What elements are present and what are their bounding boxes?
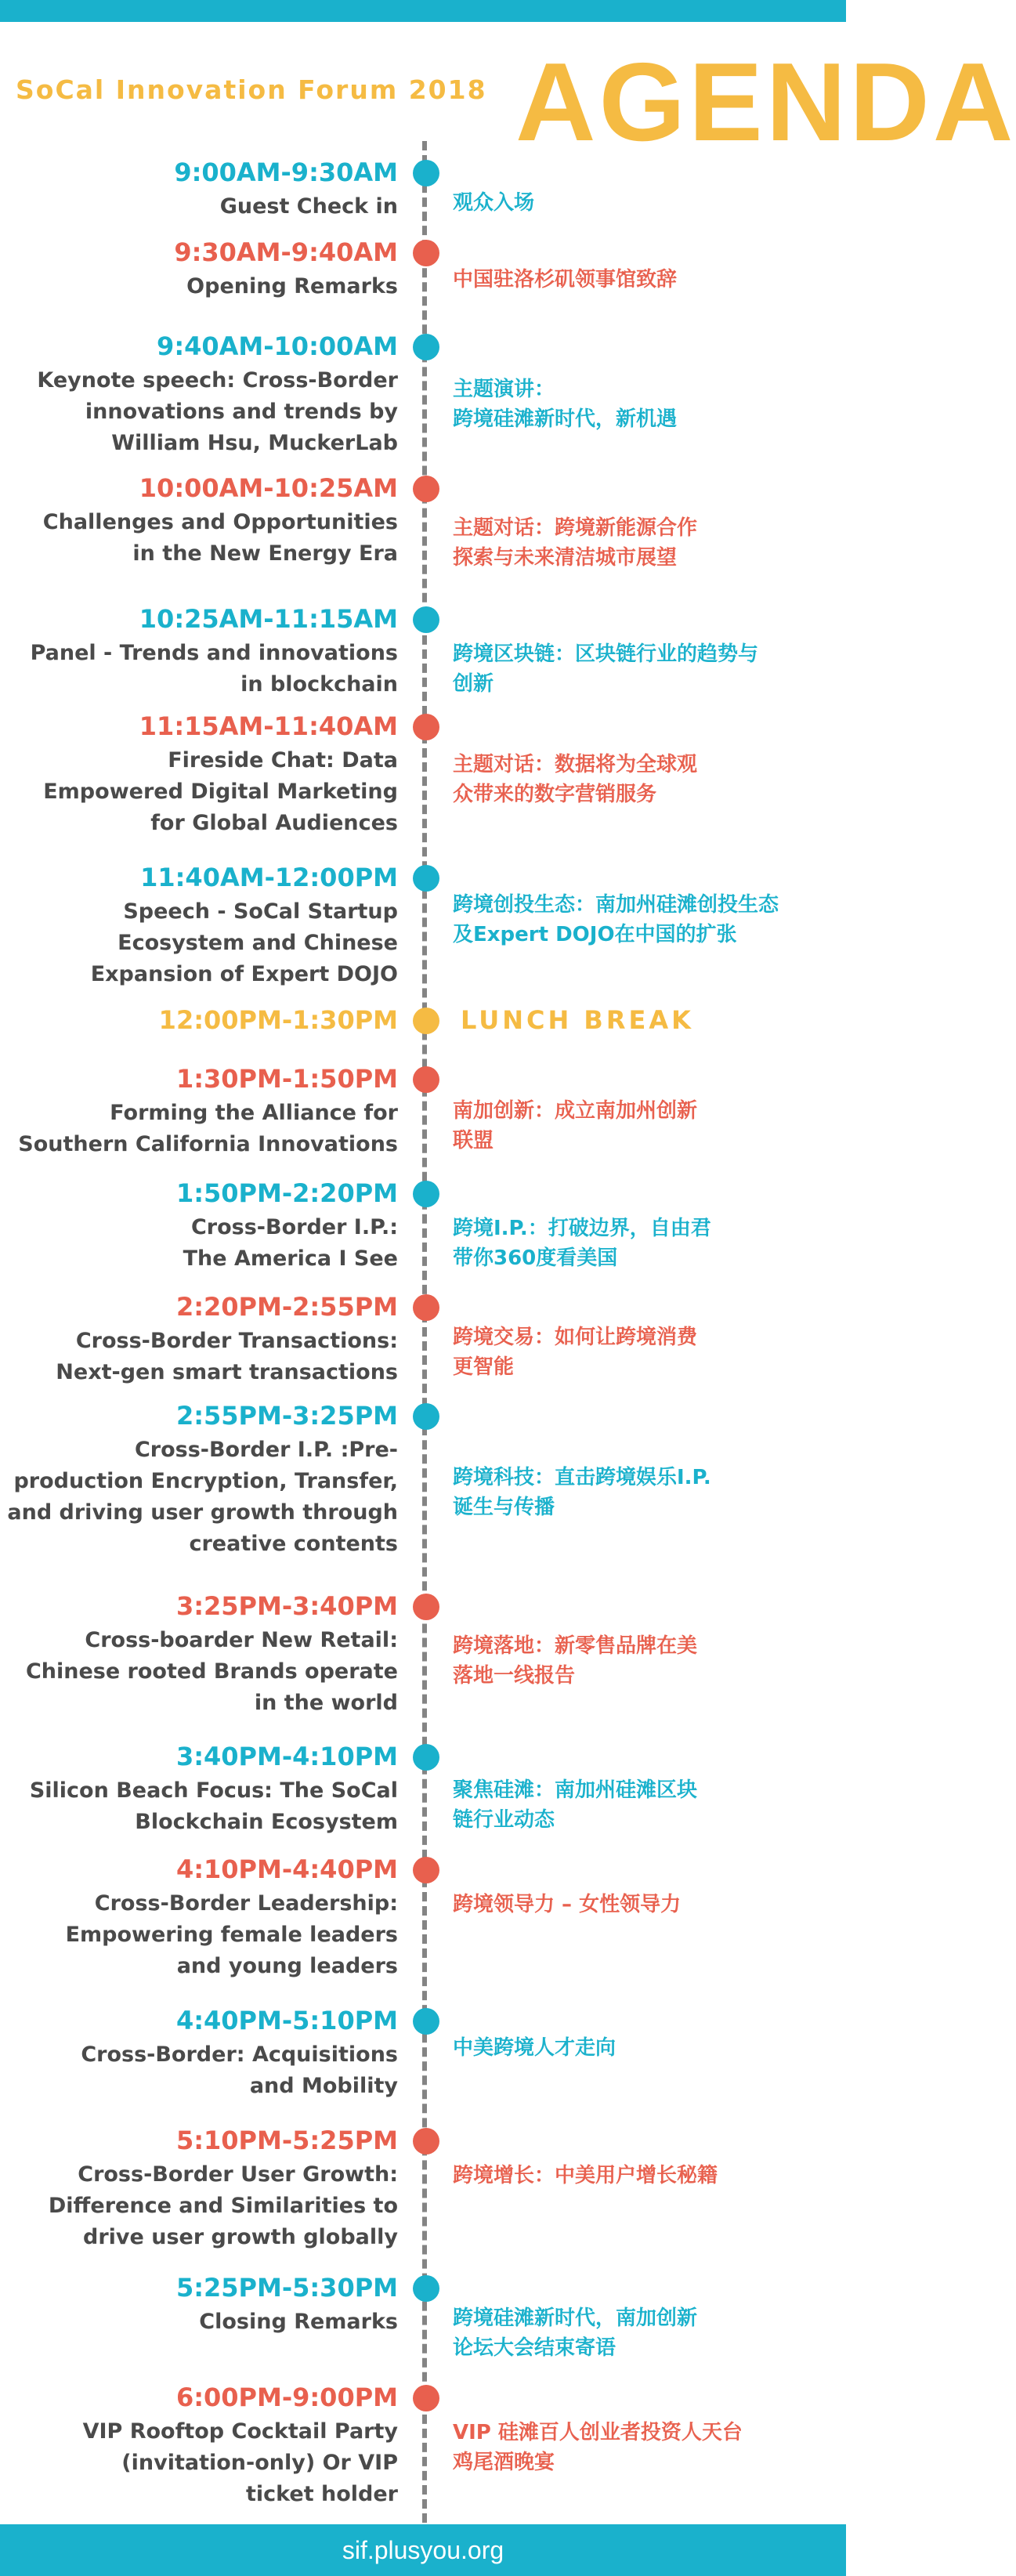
agenda-chinese-title: 中国驻洛杉矶领事馆致辞 [453, 268, 678, 291]
agenda-time: 10:25AM-11:15AM [139, 604, 398, 634]
agenda-chinese-title: 观众入场 [453, 191, 535, 215]
agenda-time: 5:10PM-5:25PM [175, 2126, 398, 2155]
agenda-chinese-title: 跨境创投生态：南加州硅滩创投生态 及Expert DOJO在中国的扩张 [453, 893, 779, 946]
agenda-chinese-title: 跨境科技：直击跨境娱乐I.P. 诞生与传播 [453, 1466, 711, 1519]
agenda-time: 12:00PM-1:30PM [158, 1005, 398, 1035]
agenda-time: 2:55PM-3:25PM [175, 1401, 398, 1431]
bottom-bar [0, 2524, 846, 2576]
agenda-chinese-title: 跨境交易：如何让跨境消费 更智能 [453, 1326, 698, 1379]
agenda-time: 11:40AM-12:00PM [140, 863, 398, 892]
timeline-dot [413, 865, 439, 892]
agenda-time: 3:40PM-4:10PM [175, 1742, 398, 1771]
agenda-chinese-title: 跨境增长：中美用户增长秘籍 [453, 2164, 718, 2187]
agenda-time: 4:10PM-4:40PM [175, 1854, 398, 1884]
timeline-dot [413, 606, 439, 633]
timeline-dot [413, 2008, 439, 2035]
agenda-chinese-title: VIP 硅滩百人创业者投资人天台 鸡尾酒晚宴 [453, 2421, 743, 2474]
agenda-title: Speech - SoCal Startup Ecosystem and Chinese Expansion of Expert DOJO [90, 899, 398, 986]
lunch-break-label: LUNCH BREAK [461, 1005, 694, 1035]
agenda-title: Cross-Border User Growth: Difference and Similarities to drive user growth globally [48, 2162, 398, 2249]
agenda-time: 3:25PM-3:40PM [175, 1591, 398, 1621]
forum-title: SoCal Innovation Forum 2018 [16, 74, 487, 105]
agenda-title: Forming the Alliance for Southern California Innovations [18, 1101, 398, 1156]
agenda-chinese-title: 中美跨境人才走向 [453, 2036, 616, 2060]
agenda-title: Cross-Border Transactions: Next-gen smart transactions [56, 1329, 398, 1384]
agenda-time: 1:50PM-2:20PM [175, 1178, 398, 1208]
agenda-title: Panel - Trends and innovations in blockchain [30, 641, 398, 696]
agenda-time: 11:15AM-11:40AM [139, 711, 398, 741]
agenda-chinese-title: 跨境I.P.：打破边界，自由君 带你360度看美国 [453, 1217, 711, 1270]
agenda-time: 9:40AM-10:00AM [157, 331, 398, 361]
timeline-dot [413, 334, 439, 360]
agenda-chinese-title: 主题对话：数据将为全球观 众带来的数字营销服务 [453, 753, 698, 806]
agenda-title: Cross-boarder New Retail: Chinese rooted Brands operate in the world [25, 1628, 398, 1715]
timeline-dot [413, 1066, 439, 1093]
agenda-time: 5:25PM-5:30PM [175, 2273, 398, 2303]
timeline-dot [413, 2385, 439, 2411]
agenda-chinese-title: 跨境落地：新零售品牌在美 落地一线报告 [453, 1634, 698, 1688]
top-bar [0, 0, 846, 22]
agenda-chinese-title: 主题演讲： 跨境硅滩新时代，新机遇 [453, 378, 678, 431]
timeline-dot [413, 476, 439, 502]
agenda-title: Silicon Beach Focus: The SoCal Blockchain Ecosystem [29, 1778, 398, 1834]
agenda-time: 9:00AM-9:30AM [174, 157, 398, 187]
agenda-chinese-title: 主题对话：跨境新能源合作 探索与未来清洁城市展望 [453, 516, 698, 570]
agenda-title: Cross-Border I.P. :Pre- production Encryption, Transfer, and driving user growth through creative contents [7, 1438, 398, 1556]
agenda-time: 1:30PM-1:50PM [175, 1064, 398, 1094]
agenda-title: Cross-Border I.P.: The America I See [183, 1215, 398, 1271]
timeline-dot [413, 1594, 439, 1620]
agenda-title: Cross-Border: Acquisitions and Mobility [81, 2042, 398, 2098]
timeline-dot [413, 2275, 439, 2302]
agenda-title: Opening Remarks [186, 274, 398, 298]
timeline-dot [413, 2128, 439, 2155]
agenda-title: Guest Check in [219, 194, 398, 219]
timeline-dot [413, 240, 439, 266]
agenda-time: 4:40PM-5:10PM [175, 2006, 398, 2035]
timeline-dot [413, 1294, 439, 1321]
agenda-title: Cross-Border Leadership: Empowering female leaders and young leaders [65, 1891, 398, 1978]
agenda-title: VIP Rooftop Cocktail Party (invitation-only) Or VIP ticket holder [82, 2419, 398, 2506]
agenda-chinese-title: 南加创新：成立南加州创新 联盟 [453, 1099, 698, 1152]
agenda-chinese-title: 跨境硅滩新时代，南加创新 论坛大会结束寄语 [453, 2306, 698, 2360]
agenda-heading: AGENDA [515, 40, 1016, 165]
agenda-time: 6:00PM-9:00PM [175, 2382, 398, 2412]
timeline-dot [413, 1857, 439, 1883]
timeline-dot [413, 1403, 439, 1430]
timeline-dot [413, 714, 439, 740]
timeline-dot [413, 1744, 439, 1771]
agenda-time: 10:00AM-10:25AM [139, 473, 398, 503]
agenda-title: Fireside Chat: Data Empowered Digital Marketing for Global Audiences [43, 748, 398, 835]
footer-url[interactable]: sif.plusyou.org [342, 2535, 504, 2564]
agenda-chinese-title: 跨境领导力 – 女性领导力 [453, 1893, 682, 1916]
timeline-dot [413, 160, 439, 186]
timeline-dot [413, 1008, 439, 1034]
agenda-time: 2:20PM-2:55PM [175, 1292, 398, 1322]
timeline-dot [413, 1181, 439, 1207]
agenda-title: Keynote speech: Cross-Border innovations and trends by William Hsu, MuckerLab [37, 368, 398, 455]
agenda-chinese-title: 聚焦硅滩：南加州硅滩区块 链行业动态 [453, 1778, 698, 1832]
agenda-chinese-title: 跨境区块链：区块链行业的趋势与 创新 [453, 642, 759, 696]
agenda-title: Challenges and Opportunities in the New Energy Era [42, 510, 398, 566]
agenda-title: Closing Remarks [199, 2310, 398, 2334]
agenda-time: 9:30AM-9:40AM [174, 237, 398, 267]
